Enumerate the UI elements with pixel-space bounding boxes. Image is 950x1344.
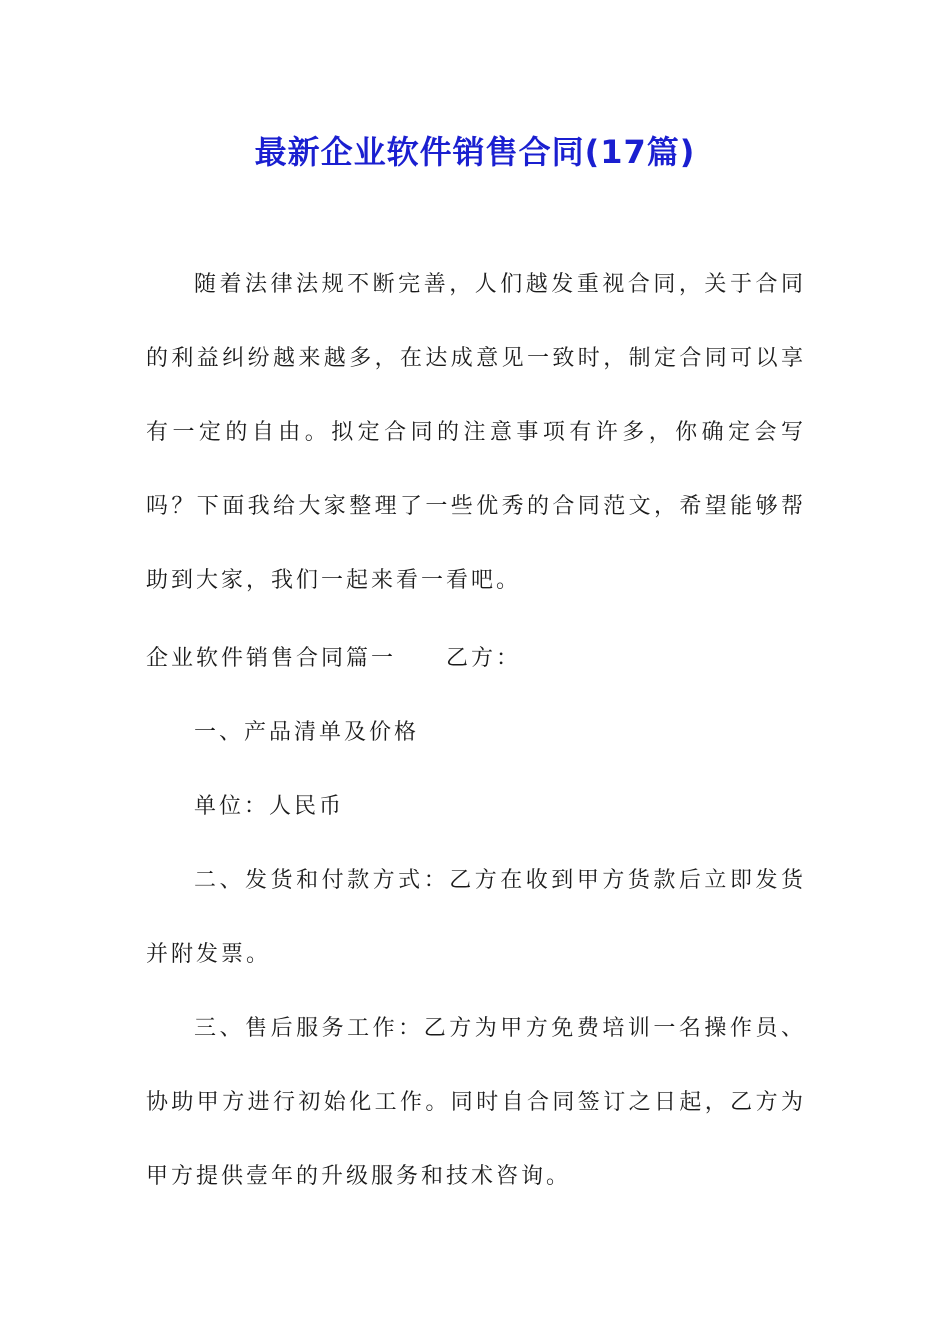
document-title: 最新企业软件销售合同(17篇) xyxy=(254,133,696,171)
currency-unit: 单位：人民币 xyxy=(194,794,345,819)
party-b-label: 乙方： xyxy=(446,646,522,671)
delivery-payment-clause: 二、发货和付款方式：乙方在收到甲方货款后立即发货并附发票。 xyxy=(146,868,806,967)
section-heading-line xyxy=(146,622,521,696)
section-heading: 企业软件销售合同篇一 xyxy=(146,646,397,671)
after-sales-clause: 三、售后服务工作：乙方为甲方免费培训一名操作员、协助甲方进行初始化工作。同时自合同签订之日起，乙方为甲方提供壹年的升级服务和技术咨询。 xyxy=(146,1016,806,1189)
product-list-heading: 一、产品清单及价格 xyxy=(194,720,420,745)
intro-paragraph: 随着法律法规不断完善，人们越发重视合同，关于合同的利益纠纷越来越多，在达成意见一致时，制定合同可以享有一定的自由。拟定合同的注意事项有许多，你确定会写吗？下面我给大家整理了一些优秀的合同范文，希望能够帮助到大家，我们一起来看一看吧。 xyxy=(146,272,806,593)
